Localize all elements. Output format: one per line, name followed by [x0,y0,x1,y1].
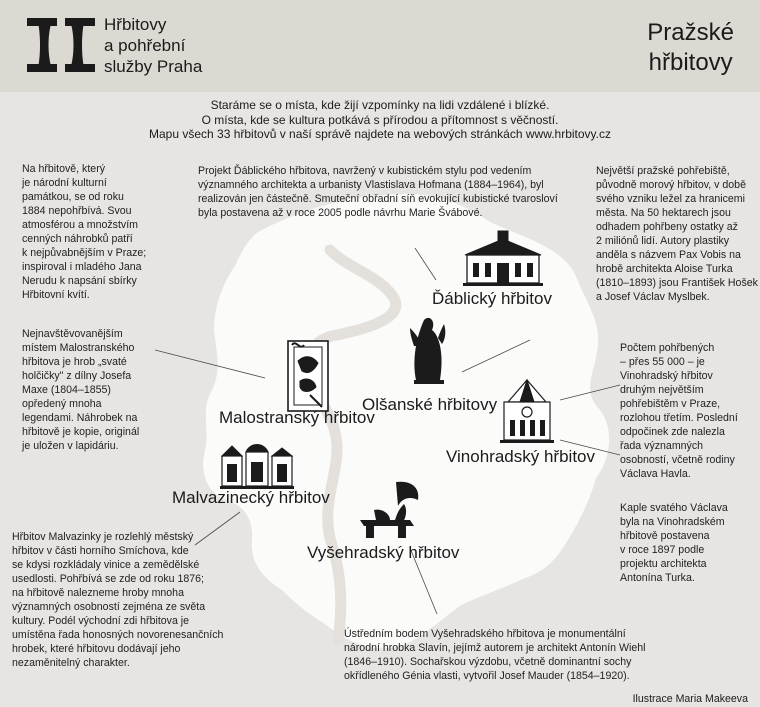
note-line: byla postavena až v roce 2005 podle návrhu Marie Švábové. [198,207,483,219]
logo-line: služby Praha [104,57,203,76]
note-line: hřbitově postavena [620,530,710,542]
note-line: Václava Havla. [620,468,691,480]
label-vinohradsky: Vinohradský hřbitov [446,447,595,466]
logo-mark-icon [27,18,95,72]
note-line: okřídleného Génia vlasti, vytvořil Josef Mauder (1854–1920). [344,670,630,682]
note-line: a Josef Václav Myslbek. [596,291,710,303]
note-line: hřbitova je hrob „svaté [22,356,127,368]
label-malostransky: Malostranský hřbitov [219,408,375,427]
note-line: osobností, včetně rodiny [620,454,735,466]
note-vinohradsky-2 [620,501,728,585]
note-line: národní hrobka Slavín, jejímž autorem je architekt Antonín Wiehl [344,642,646,654]
note-line: řada významných [620,440,704,452]
intro-line: Staráme se o místa, kde žijí vzpomínky na lidi vzdálené i blízké. [210,98,550,112]
note-line: se kdysi rozkládaly vinice a zemědělské [12,559,200,571]
note-line: Maxe (1804–1855) [22,384,111,396]
note-line: opředený mnoha [22,398,102,410]
note-line: Nerudu k napsání sbírky [22,275,137,287]
note-line: kultury. Podél východní zdi hřbitova je [12,615,190,627]
note-line: projektu architekta [620,558,707,570]
page-title-line: Pražské [647,19,734,46]
note-line: hřbitov v části horního Smíchova, kde [12,545,189,557]
note-line: Ústředním bodem Vyšehradského hřbitova je monumentální [344,628,626,640]
note-line: holčičky" z dílny Josefa [22,370,132,382]
note-line: svého vzniku ležel za hranicemi [596,193,745,205]
note-dablicky [198,164,558,220]
note-line: původně morový hřbitov, v době [596,179,746,191]
note-line: památkou, se od roku [22,191,124,203]
intro-line: Mapu všech 33 hřbitovů v naší správě najdete na webových stránkách www.hrbitovy.cz [148,127,611,141]
label-dablicky: Ďáblický hřbitov [432,289,552,308]
note-line: Nejnavštěvovanějším [22,328,123,340]
note-line: (1846–1910). Sochařskou výzdobu, včetně dominantní sochy [344,656,632,668]
note-olsanske [596,164,758,304]
note-line: Na hřbitově, který [22,163,106,175]
label-malvazinecky: Malvazinecký hřbitov [172,488,330,507]
logo-line: a pohřební [104,36,186,55]
note-line: hrobek, které hřbitovu dodávají jeho [12,643,181,655]
note-line: Antonína Turka. [620,572,695,584]
note-line: odhadem pohřbeny ostatky až [596,221,738,233]
note-line: Počtem pohřbených [620,342,715,354]
note-line: místem Malostranského [22,342,135,354]
note-line: legendami. Náhrobek na [22,412,138,424]
note-line: umístěna řada honosných novorenesančních [12,629,224,641]
malostransky-relief-icon [288,341,328,411]
note-line: cenných náhrobků patří [22,233,133,245]
note-line: – přes 55 000 – je [620,356,705,368]
note-line: druhým největším [620,384,704,396]
illustration-credit: Ilustrace Maria Makeeva [632,693,748,705]
note-malostransky-bottom [22,327,139,453]
header-bar [0,0,760,92]
note-line: hrobě architekta Aloise Turka [596,263,733,275]
note-line: byla na Vinohradském [620,516,725,528]
logo-text [104,14,202,77]
note-line: nezaměnitelný charakter. [12,657,130,669]
note-line: Hřbitov Malvazinky je rozlehlý městský [12,531,194,543]
label-olsanske: Olšanské hřbitovy [362,395,498,414]
note-line: Vinohradský hřbitov [620,370,713,382]
label-vysehradsky: Vyšehradský hřbitov [307,543,460,562]
malvazinecky-tombs-icon [220,445,294,490]
page-title [647,18,734,78]
note-line: města. Na 50 hektarech jsou [596,207,731,219]
note-line: odpočinek zde nalezla [620,426,725,438]
note-vysehradsky [344,627,646,683]
note-line: je národní kulturní [22,177,107,189]
note-line: (1810–1893) jsou František Hošek [596,277,758,289]
note-line: hřbitově je kopie, originál [22,426,140,438]
note-line: realizován jen částečně. Smuteční obřadní síň evokující kubistické tvarosloví [198,193,558,205]
logo-line: Hřbitovy [104,15,167,34]
note-line: na hřbitově nalezneme hroby mnoha [12,587,184,599]
intro-line: O místa, kde se kultura potkává s přírodou a přítomnost s věčností. [201,112,559,127]
note-line: k nejpůvabnějším v Praze; [22,247,147,259]
note-line: významných osobností zejména ze světa [12,601,206,613]
note-malvazinecky [12,530,223,670]
note-line: anděla s názvem Pax Vobis na [596,249,741,261]
note-line: je uložen v lapidáriu. [22,440,119,452]
note-line: Největší pražské pohřebiště, [596,165,730,177]
note-line: Projekt Ďáblického hřbitova, navržený v kubistickém stylu pod vedením [198,165,532,177]
note-line: významného architekta a urbanisty Vlastislava Hofmana (1884–1964), byl [198,179,544,191]
note-line: rozlohou třetím. Poslední [620,412,738,424]
note-line: v roce 1897 podle [620,544,705,556]
note-line: Hřbitovní kvítí. [22,289,90,301]
note-line: atmosférou a množstvím [22,219,138,231]
note-line: 1884 nepohřbívá. Svou [22,205,132,217]
note-vinohradsky-1 [620,341,738,481]
note-line: pohřebištěm v Praze, [620,398,721,410]
note-line: inspiroval i mladého Jana [22,261,142,273]
page-title-line: hřbitovy [648,49,733,76]
note-line: usedlosti. Pohřbívá se zde od roku 1876; [12,573,204,585]
note-malostransky-top [22,162,146,302]
note-line: Kaple svatého Václava [620,502,728,514]
note-line: 2 miliónů lidí. Autory plastiky [596,235,730,247]
intro-text [100,98,660,142]
